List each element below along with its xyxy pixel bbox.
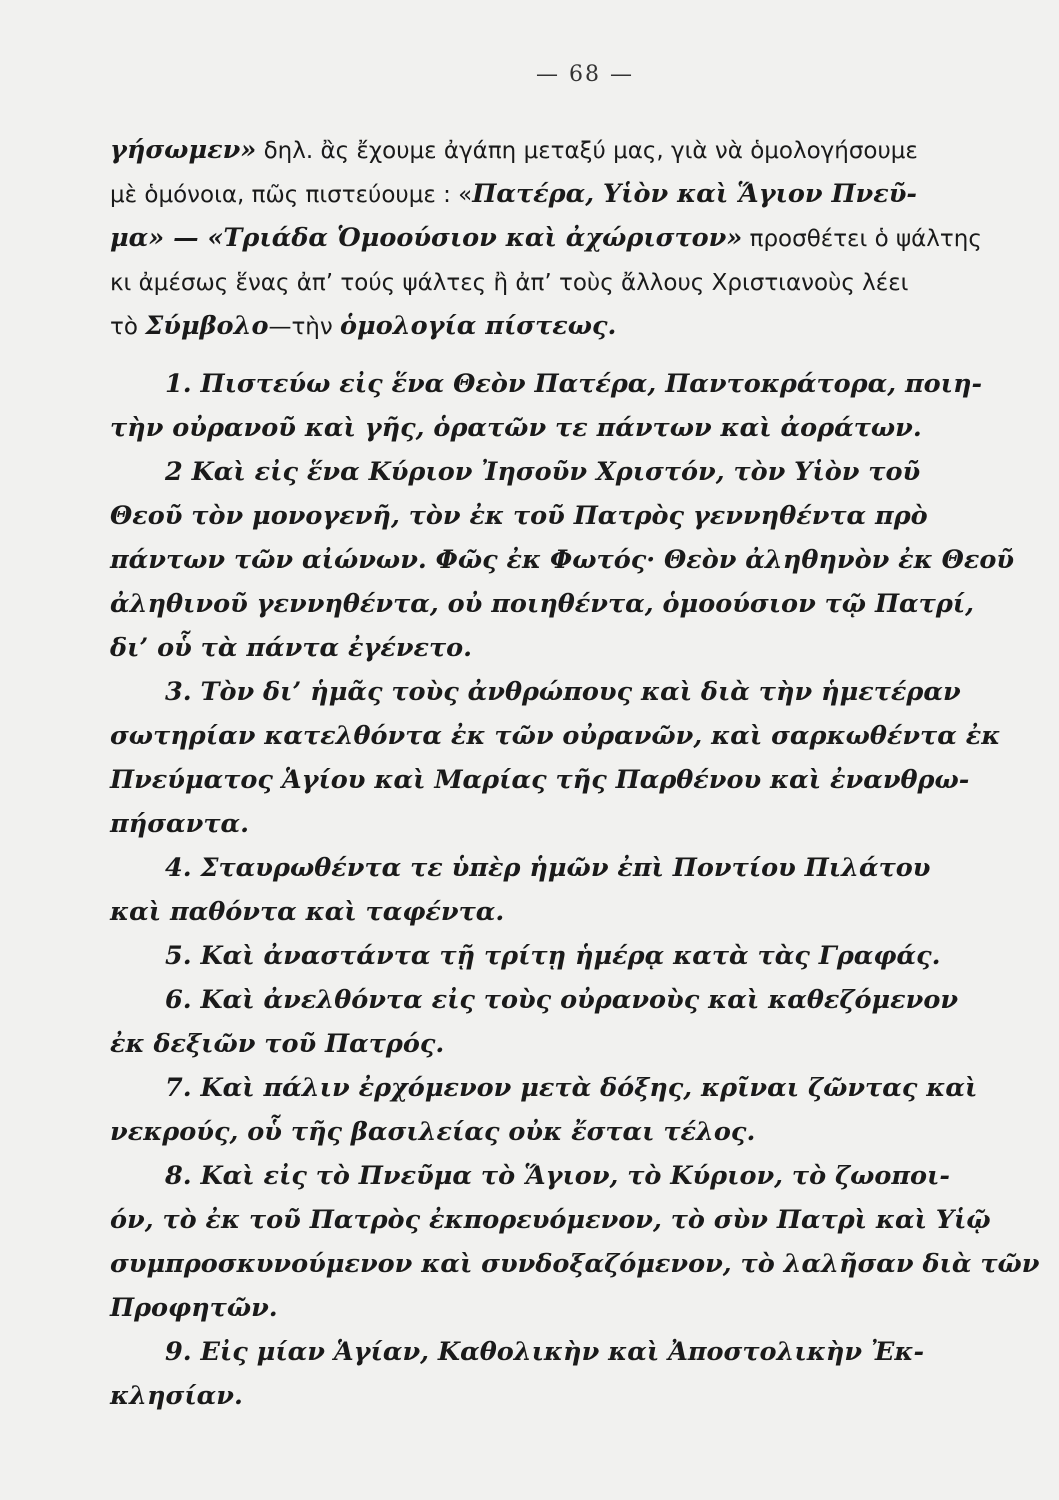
paragraph-gap: [110, 348, 1050, 362]
creed-line: συμπροσκυνούμενον καὶ συνδοξαζόμενον, τὸ λαλῆσαν διὰ τῶν: [110, 1249, 1040, 1279]
creed-line: 2 Καὶ εἰς ἕνα Κύριον Ἰησοῦν Χριστόν, τὸν Υἱὸν τοῦ: [165, 457, 921, 487]
creed-line: σωτηρίαν κατελθόντα ἐκ τῶν οὐρανῶν, καὶ σαρκωθέντα ἐκ: [110, 721, 1001, 751]
creed-line: 8. Καὶ εἰς τὸ Πνεῦμα τὸ Ἅγιον, τὸ Κύριον, τὸ ζωοποι-: [165, 1161, 950, 1191]
creed-line: πήσαντα.: [110, 809, 249, 839]
creed-line: Θεοῦ τὸν μονογενῆ, τὸν ἐκ τοῦ Πατρὸς γεννηθέντα πρὸ: [110, 501, 928, 531]
creed-line: καὶ παθόντα καὶ ταφέντα.: [110, 897, 505, 927]
intro-line-3: μα» — «Τριάδα Ὁμοούσιον καὶ ἀχώριστον» προσθέτει ὁ ψάλτης: [110, 223, 982, 253]
creed-text: [110, 362, 1050, 1418]
creed-line: νεκρούς, οὗ τῆς βασιλείας οὐκ ἔσται τέλος.: [110, 1117, 756, 1147]
creed-line: Πνεύματος Ἁγίου καὶ Μαρίας τῆς Παρθένου καὶ ἐνανθρω-: [110, 765, 970, 795]
body-text: [110, 128, 1050, 1418]
creed-line: Προφητῶν.: [110, 1293, 278, 1323]
creed-line: 5. Καὶ ἀναστάντα τῇ τρίτῃ ἡμέρᾳ κατὰ τὰς Γραφάς.: [165, 941, 941, 971]
intro-line-4: κι ἀμέσως ἕνας ἀπ’ τούς ψάλτες ἢ ἀπ’ τοὺς ἄλλους Χριστιανοὺς λέει: [110, 270, 909, 296]
creed-line: ἀληθινοῦ γεννηθέντα, οὐ ποιηθέντα, ὁμοούσιον τῷ Πατρί,: [110, 589, 974, 619]
creed-line: 7. Καὶ πάλιν ἐρχόμενον μετὰ δόξης, κρῖναι ζῶντας καὶ: [165, 1073, 978, 1103]
creed-line: 3. Τὸν δι’ ἡμᾶς τοὺς ἀνθρώπους καὶ διὰ τὴν ἡμετέραν: [165, 677, 961, 707]
creed-line: δι’ οὗ τὰ πάντα ἐγένετο.: [110, 633, 473, 663]
creed-line: 1. Πιστεύω εἰς ἕνα Θεὸν Πατέρα, Παντοκράτορα, ποιη-: [165, 369, 983, 399]
intro-line-2: μὲ ὁμόνοια, πῶς πιστεύουμε : «Πατέρα, Υἱὸν καὶ Ἅγιον Πνεῦ-: [110, 179, 918, 209]
creed-line: 9. Εἰς μίαν Ἁγίαν, Καθολικὴν καὶ Ἀποστολικὴν Ἐκ-: [165, 1337, 925, 1367]
intro-line-5: τὸ Σύμβολο—τὴν ὁμολογία πίστεως.: [110, 311, 617, 341]
creed-line: πάντων τῶν αἰώνων. Φῶς ἐκ Φωτός· Θεὸν ἀληθηνὸν ἐκ Θεοῦ: [110, 545, 1015, 575]
creed-line: 4. Σταυρωθέντα τε ὑπὲρ ἡμῶν ἐπὶ Ποντίου Πιλάτου: [165, 853, 931, 883]
creed-line: όν, τὸ ἐκ τοῦ Πατρὸς ἐκπορευόμενον, τὸ σὺν Πατρὶ καὶ Υἱῷ: [110, 1205, 991, 1235]
creed-line: τὴν οὐρανοῦ καὶ γῆς, ὁρατῶν τε πάντων καὶ ἀοράτων.: [110, 413, 922, 443]
creed-line: 6. Καὶ ἀνελθόντα εἰς τοὺς οὐρανοὺς καὶ καθεζόμενον: [165, 985, 959, 1015]
creed-line: κλησίαν.: [110, 1381, 243, 1411]
creed-line: ἐκ δεξιῶν τοῦ Πατρός.: [110, 1029, 445, 1059]
intro-line-1: γήσωμεν» δηλ. ἂς ἔχουμε ἀγάπη μεταξύ μας, γιὰ νὰ ὁμολογήσουμε: [110, 135, 918, 165]
page-number: — 68 —: [536, 62, 634, 87]
